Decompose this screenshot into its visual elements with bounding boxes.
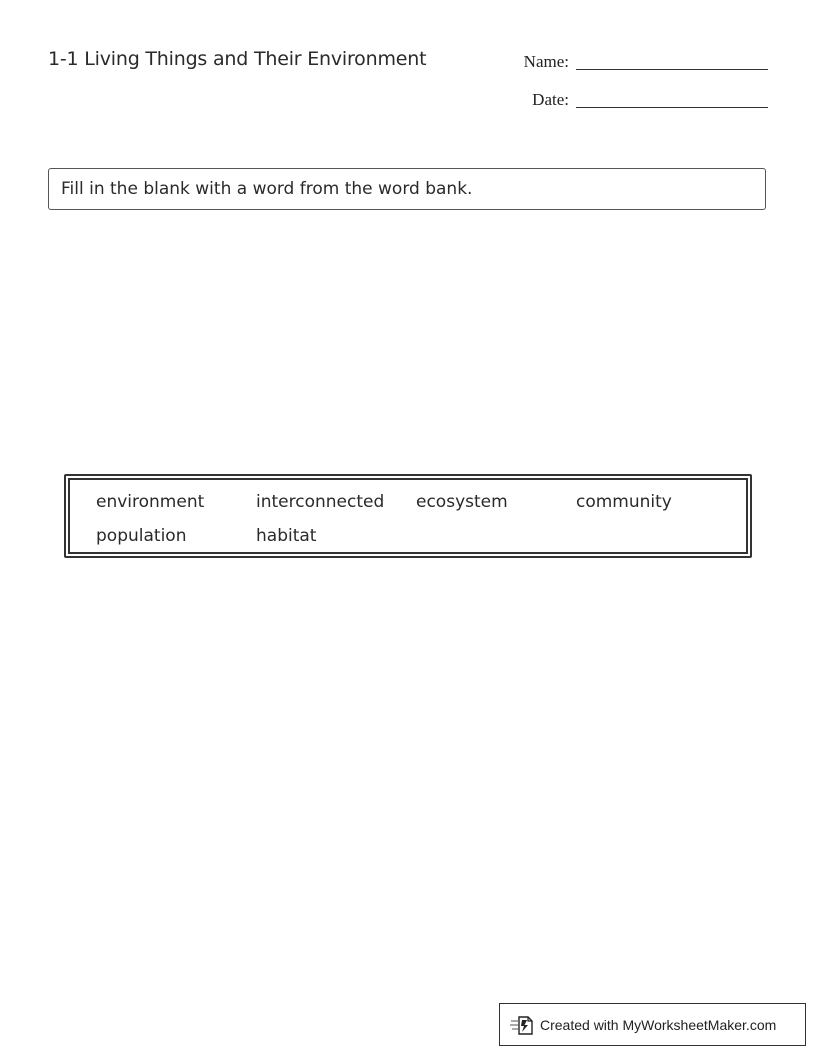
word-bank-item: environment: [96, 492, 205, 512]
word-bank-list: [68, 478, 748, 554]
worksheet-title: 1-1 Living Things and Their Environment: [48, 48, 427, 70]
name-field: [524, 52, 768, 72]
date-label: Date:: [532, 90, 569, 109]
myworksheetmaker-logo-icon: [510, 1014, 534, 1036]
word-bank-item: habitat: [256, 526, 317, 546]
instructions-box: [48, 168, 766, 210]
word-bank-item: interconnected: [256, 492, 385, 512]
name-label: Name:: [523, 52, 569, 71]
name-blank-line: [576, 69, 768, 70]
date-field: [532, 90, 768, 110]
word-bank: [64, 474, 752, 558]
instructions-text: Fill in the blank with a word from the word bank.: [61, 179, 473, 199]
date-blank-line: [576, 107, 768, 108]
word-bank-item: population: [96, 526, 187, 546]
word-bank-item: ecosystem: [416, 492, 508, 512]
word-bank-item: community: [576, 492, 672, 512]
footer-credit-text: Created with MyWorksheetMaker.com: [540, 1016, 777, 1033]
footer-credit-badge[interactable]: [499, 1003, 806, 1046]
